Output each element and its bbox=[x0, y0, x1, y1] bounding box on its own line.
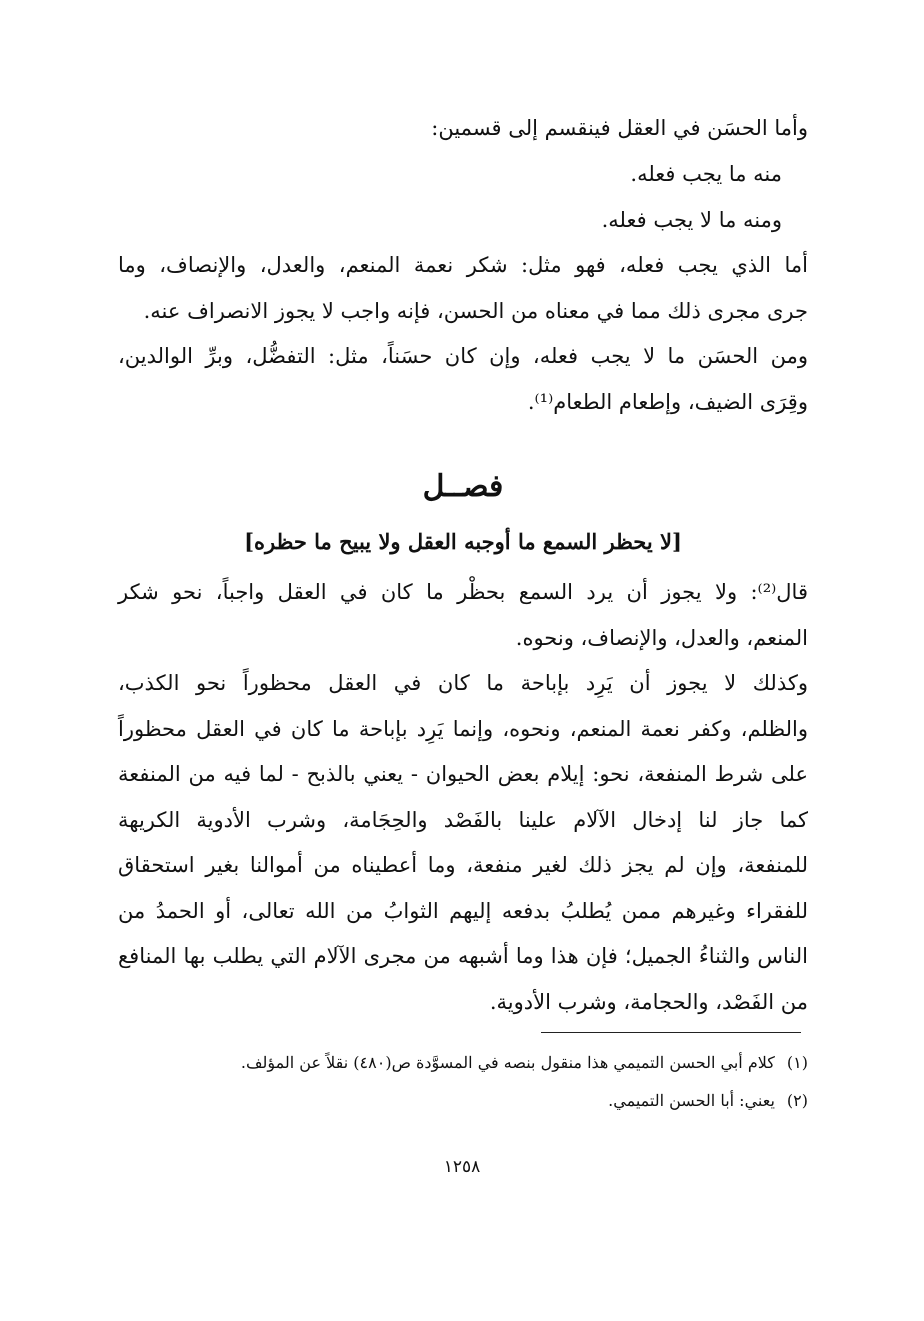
section-heading: فصــل bbox=[422, 469, 504, 504]
text-line: وقِرَى الضيف، وإطعام الطعام⁽¹⁾. bbox=[527, 390, 808, 414]
text-line: الناس والثناءُ الجميل؛ فإن هذا وما أشبهه من مجرى الآلام التي يطلب بها المنافع bbox=[118, 944, 808, 968]
footnote-number: (١) bbox=[786, 1053, 808, 1072]
text-line: وأما الحسَن في العقل فينقسم إلى قسمين: bbox=[431, 116, 808, 140]
footnote-text: كلام أبي الحسن التميمي هذا منقول بنصه في المسوَّدة ص(٤٨٠) نقلاً عن المؤلف. bbox=[240, 1053, 775, 1072]
text-line: على شرط المنفعة، نحو: إيلام بعض الحيوان - يعني بالذبح - لما فيه من المنفعة bbox=[118, 762, 808, 786]
text-line: والظلم، وكفر نعمة المنعم، ونحوه، وإنما يَرِد بإباحة ما كان في العقل محظوراً bbox=[118, 717, 808, 741]
text-line: كما جاز لنا إدخال الآلام علينا بالفَصْد والحِجَامة، وشرب الأدوية الكريهة bbox=[118, 808, 808, 832]
footnote-number: (٢) bbox=[786, 1091, 808, 1110]
text-line: جرى مجرى ذلك مما في معناه من الحسن، فإنه واجب لا يجوز الانصراف عنه. bbox=[143, 299, 808, 323]
text-line: وكذلك لا يجوز أن يَرِد بإباحة ما كان في العقل محظوراً نحو الكذب، bbox=[118, 671, 808, 695]
text-line: ومن الحسَن ما لا يجب فعله، وإن كان حسَناً، مثل: التفضُّل، وبرِّ الوالدين، bbox=[118, 344, 808, 368]
page-number: ١٢٥٨ bbox=[443, 1157, 481, 1177]
footnote bbox=[118, 1046, 808, 1080]
text-line: من الفَصْد، والحجامة، وشرب الأدوية. bbox=[489, 990, 808, 1014]
footnote-divider bbox=[541, 1032, 801, 1033]
section-subheading: [لا يحظر السمع ما أوجبه العقل ولا يبيح ما حظره] bbox=[244, 529, 682, 554]
text-line: للفقراء وغيرهم ممن يُطلبُ بدفعه إليهم الثوابُ من الله تعالى، أو الحمدُ من bbox=[118, 899, 808, 923]
footnote bbox=[118, 1084, 808, 1118]
text-line: قال⁽²⁾: ولا يجوز أن يرد السمع بحظْر ما كان في العقل واجباً، نحو شكر bbox=[118, 580, 808, 604]
text-line: منه ما يجب فعله. bbox=[630, 162, 782, 186]
text-line: للمنفعة، وإن لم يجز ذلك لغير منفعة، وما أعطيناه من أموالنا بغير استحقاق bbox=[118, 853, 808, 877]
text-line: ومنه ما لا يجب فعله. bbox=[601, 208, 782, 232]
text-line: أما الذي يجب فعله، فهو مثل: شكر نعمة المنعم، والعدل، والإنصاف، وما bbox=[118, 253, 808, 277]
footnote-text: يعني: أبا الحسن التميمي. bbox=[608, 1091, 775, 1110]
text-line: المنعم، والعدل، والإنصاف، ونحوه. bbox=[515, 626, 808, 650]
